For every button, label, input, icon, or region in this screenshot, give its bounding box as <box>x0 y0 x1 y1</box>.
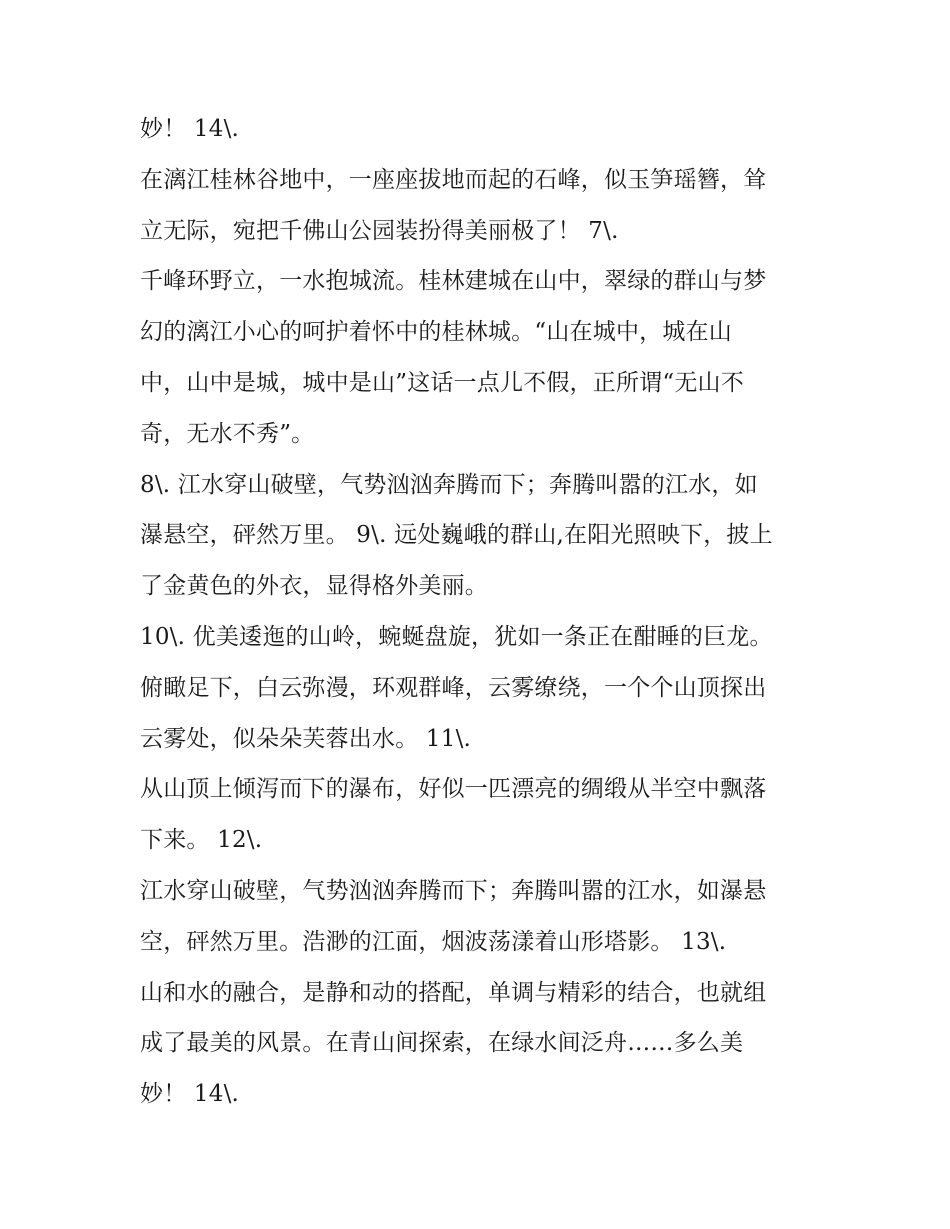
text-line: 立无际，宛把千佛山公园装扮得美丽极了！ 7\. <box>140 217 619 244</box>
text-line: 江水穿山破壁，气势汹汹奔腾而下；奔腾叫嚣的江水，如瀑悬 <box>140 877 767 904</box>
text-line: 10\. 优美逶迤的山岭，蜿蜒盘旋，犹如一条正在酣睡的巨龙。 <box>140 623 773 650</box>
text-line: 瀑悬空，砰然万里。 9\. 远处巍峨的群山,在阳光照映下，披上 <box>140 522 773 549</box>
text-line: 下来。 12\. <box>140 827 263 854</box>
text-line: 了金黄色的外衣，显得格外美丽。 <box>140 573 488 600</box>
text-line: 妙！ 14\. <box>140 116 240 142</box>
document-text-body <box>140 104 820 1120</box>
text-line: 8\. 江水穿山破壁，气势汹汹奔腾而下；奔腾叫嚣的江水，如 <box>140 471 758 498</box>
text-line: 妙！ 14\. <box>140 1081 240 1108</box>
text-line: 空，砰然万里。浩渺的江面，烟波荡漾着山形塔影。 13\. <box>140 928 727 955</box>
text-line: 成了最美的风景。在青山间探索，在绿水间泛舟……多么美 <box>140 1030 744 1057</box>
text-line: 从山顶上倾泻而下的瀑布，好似一匹漂亮的绸缎从半空中飘落 <box>140 776 767 803</box>
text-line: 山和水的融合，是静和动的搭配，单调与精彩的结合，也就组 <box>140 979 767 1006</box>
text-line: 在漓江桂林谷地中，一座座拔地而起的石峰，似玉笋瑶簪，耸 <box>140 166 767 193</box>
text-line: 中，山中是城，城中是山”这话一点儿不假，正所谓“无山不 <box>140 369 744 396</box>
text-line: 奇，无水不秀”。 <box>140 420 315 447</box>
text-line: 云雾处，似朵朵芙蓉出水。 11\. <box>140 725 472 752</box>
text-line: 幻的漓江小心的呵护着怀中的桂林城。“山在城中，城在山 <box>140 319 732 346</box>
text-line: 俯瞰足下，白云弥漫，环观群峰，云雾缭绕，一个个山顶探出 <box>140 674 767 701</box>
text-line: 千峰环野立，一水抱城流。桂林建城在山中，翠绿的群山与梦 <box>140 268 767 295</box>
